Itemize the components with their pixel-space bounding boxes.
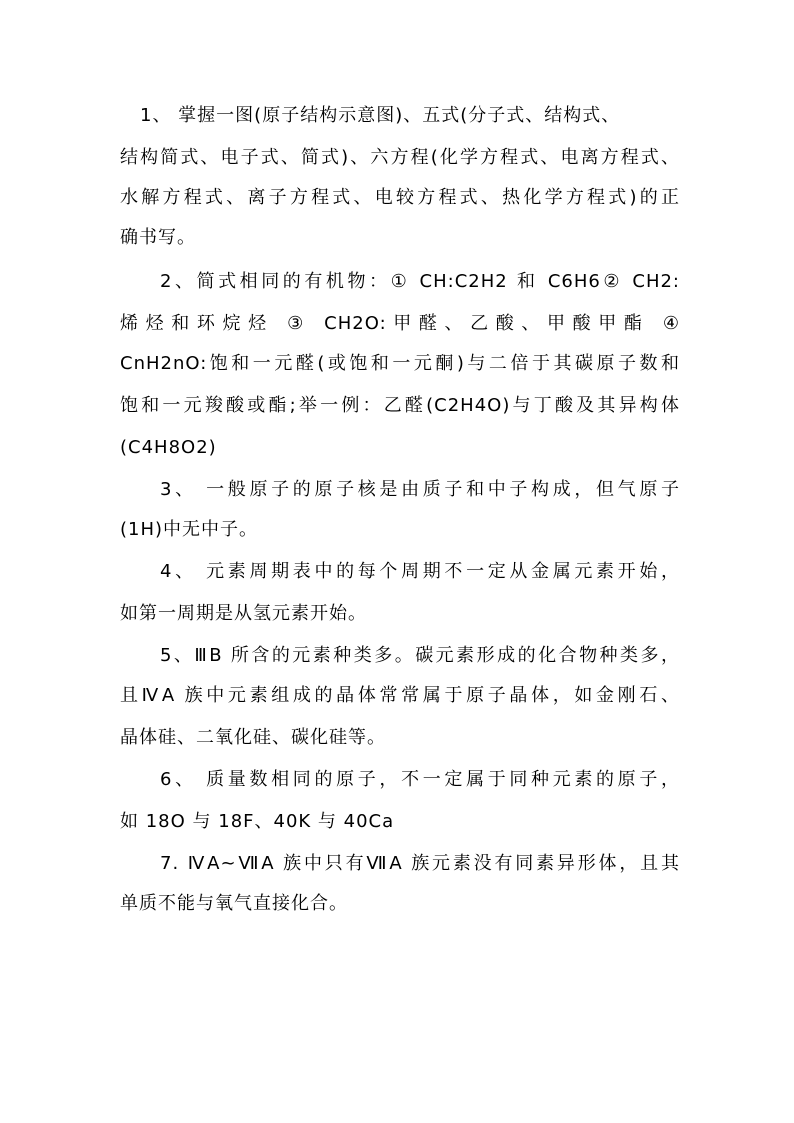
text-line: 确书写。: [120, 227, 196, 248]
text-line: 2、简式相同的有机物：① CH:C2H2 和 C6H6② CH2:: [160, 271, 680, 292]
text-line: 7. ⅣA~ⅦA 族中只有ⅦA 族元素没有同素异形体，且其: [160, 853, 680, 874]
text-line: 如 18O 与 18F、40K 与 40Ca: [120, 811, 395, 832]
text-line: 且ⅣA 族中元素组成的晶体常常属于原子晶体，如金刚石、: [120, 685, 680, 706]
text-line: 结构简式、电子式、简式)、六方程(化学方程式、电离方程式、: [120, 147, 680, 168]
text-line: 烯烃和环烷烃 ③ CH2O:甲醛、乙酸、甲酸甲酯 ④: [120, 313, 680, 334]
text-line: 4、 元素周期表中的每个周期不一定从金属元素开始，: [160, 561, 680, 582]
text-line: 饱和一元羧酸或酯;举一例：乙醛(C2H4O)与丁酸及其异构体: [120, 395, 680, 416]
text-line: (1H)中无中子。: [120, 519, 259, 540]
text-line: (C4H8O2): [120, 437, 217, 458]
text-line: 水解方程式、离子方程式、电较方程式、热化学方程式)的正: [120, 187, 680, 208]
text-line: 单质不能与氧气直接化合。: [120, 893, 348, 914]
text-line: 1、 掌握一图(原子结构示意图)、五式(分子式、结构式、: [140, 105, 621, 126]
text-line: 6、 质量数相同的原子，不一定属于同种元素的原子，: [160, 769, 680, 790]
text-line: 如第一周期是从氢元素开始。: [120, 603, 367, 624]
text-line: 晶体硅、二氧化硅、碳化硅等。: [120, 727, 386, 748]
text-line: CnH2nO:饱和一元醛(或饱和一元酮)与二倍于其碳原子数和: [120, 353, 680, 374]
text-line: 5、ⅢB 所含的元素种类多。碳元素形成的化合物种类多，: [160, 645, 680, 666]
text-line: 3、 一般原子的原子核是由质子和中子构成，但气原子: [160, 479, 680, 500]
